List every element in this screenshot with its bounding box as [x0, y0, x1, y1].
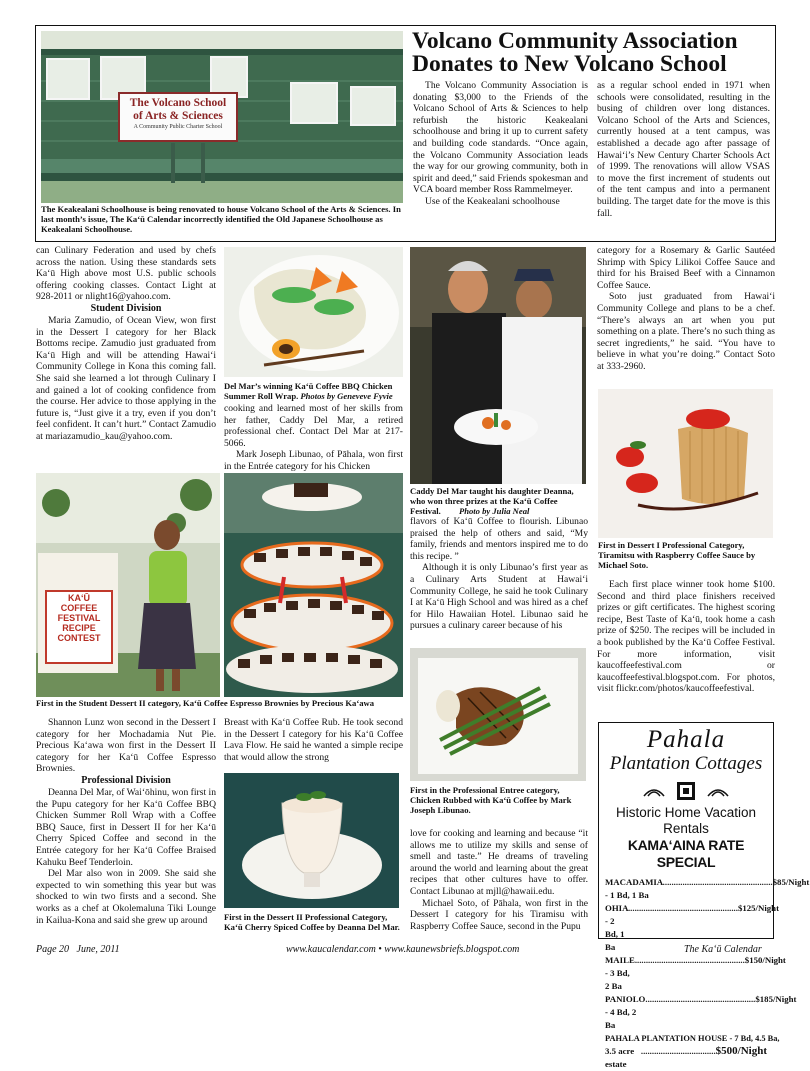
col1-para-3: Shannon Lunz won second in the Dessert I category for her Mochadamia Nut Pie. Precious Ka‘awa won first in the Dessert II category for her Ka‘ū Coffee Espresso Brownies. [36, 717, 216, 775]
poster-line-3: FESTIVAL [57, 613, 101, 623]
sign-line-2: of Arts & Sciences [133, 110, 223, 122]
school-sign [120, 93, 236, 141]
father-daughter-photo [410, 247, 586, 484]
col1-para-4: Deanna Del Mar, of Wai‘ōhinu, won first in the Pupu category for her Ka‘ū Coffee BBQ Chicken Summer Roll Wrap with a Coffee BBQ Sauce, first in Dessert II for her Ka‘ū Cherry Spiced Coffee and second in the Entrée category for her Ka‘ū Coffee Braised Kahuku Beef Tenderloin. [36, 786, 216, 868]
student-division-heading: Student Division [90, 302, 162, 314]
footer-publication: The Ka‘ū Calendar [684, 944, 762, 955]
col2-para-3: Breast with Ka‘ū Coffee Rub. He took second in the Dessert I category for his Ka‘ū Coffee Lava Flow. He said he wanted a simple recipe that would allow the strong [224, 717, 403, 763]
column-1-bottom [36, 717, 216, 926]
estate-leader: .................................. [640, 1046, 716, 1056]
col1-para-1: can Culinary Federation and used by chefs across the nation. Using these standards sets Ka‘ū High above most U.S. public schools offering cooking classes. Contact Light at 928-2011 or nlight16@yahoo.com. [36, 245, 216, 303]
summer-roll-photo [224, 247, 403, 377]
estate-price: $500/Night [715, 1045, 767, 1057]
col4-para-2: Soto just graduated from Hawai‘i Community College and plans to be a chef. “There’s always an art when you put something on a plate. There’s no such thing as secret ingredients,” he said. “You have to believe in what you’re doing.” Contact Soto at 333-2960. [597, 291, 775, 372]
col3-para-4: Michael Soto, of Pāhala, won first in the Dessert I category for his Tiramisu with Raspberry Coffee Sauce, second in the Pupu [410, 897, 588, 932]
col3-para-3: love for cooking and learning and because “it allows me to utilize my skills and sense of smell and taste.” He dreams of traveling around the world and learning about the great recipes that other cultures have to offer. Contact Libunao at mjll@hawaii.edu. [410, 828, 588, 897]
tiramisu-caption: First in Dessert I Professional Category, Tiramitsu with Raspberry Coffee Sauce by Michael Soto. [598, 540, 756, 571]
col2-para-2: Mark Joseph Libunao, of Pāhala, won first in the Entrée category for his Chicken [224, 449, 403, 472]
poster-line-2: COFFEE [60, 603, 98, 613]
col4-para-3: Each first place winner took home $100. Second and third place finishers received prizes or gift certificates. The highest scoring recipe, Best Taste of Ka‘ū, took home a cash prize of $250. The recipes will be included in a book published by the Ka‘ū Coffee Festival. For more information, visit kaucoffeefestival.com or kaucoffeefestival.blogspot.com. For photos, visit flickr.com/photos/kaucoffeefestival. [597, 579, 775, 695]
col4-para-1: category for a Rosemary & Garlic Sautéed Shrimp with Spicy Lilikoi Coffee Sauce and third for his Braised Beef with a Cinnamon Coffee Sauce. [597, 245, 775, 291]
ad-title-1: Pahala [646, 726, 726, 753]
page-headline: Volcano Community Association Donates to New Volcano School [412, 28, 738, 77]
contest-poster [47, 593, 111, 643]
rate-name: PANIOLO - 4 Bd, 2 Ba [605, 994, 646, 1030]
estate-line-2: 3.5 acre estate [605, 1046, 635, 1069]
chicken-entree-caption: First in the Professional Entree category, Chicken Rubbed with Ka‘ū Coffee by Mark Joseph Libunao. [410, 785, 572, 816]
student-photo-caption: First in the Student Dessert II category, Ka‘ū Coffee Espresso Brownies by Precious Ka‘awa [36, 698, 374, 708]
cherry-coffee-caption: First in the Dessert II Professional Category, Ka‘ū Cherry Spiced Coffee by Deanna Del Mar. [224, 912, 400, 933]
header-story-p1: The Volcano Community Association is donating $3,000 to the Friends of the Volcano School of Arts & Sciences to help refurbish the historic Keakealani schoolhouse and bring it up to current safety and building code standards. “Once again, the Volcano Community Association leads the way for our growing community, both in spirit and deed,” said Friends spokesman and VCA board member Ross Rammelmeyer. [413, 80, 588, 196]
column-3-text-b [410, 828, 588, 932]
cherry-coffee-photo [224, 773, 399, 908]
rate-row [605, 993, 797, 1032]
ad-subtitle: Historic Home Vacation Rentals [615, 805, 757, 836]
ad-emblem-row [605, 781, 767, 801]
schoolhouse-caption: The Keakealani Schoolhouse is being renovated to house Volcano School of the Arts & Sciences. In last month’s issue, The Ka‘ū Calendar incorrectly identified the Old Japanese Schoolhouse as Keakealani Schoolhouse. [41, 204, 401, 235]
col1-para-2: Maria Zamudio, of Ocean View, won first in the Dessert I category for her Black Bottoms recipe. Zamudio just graduated from Ka‘ū High and will be attending Hawai‘i Community College in Kona this coming fall. She said she learned a lot through Culinary I and gained a lot of cooking confidence from the course. Her advice to those applying in the future is, “Just give it a try, even if you don’t feel confident. It can’t hurt.” Contact Zamudio at mariazamudio_kau@yahoo.com. [36, 314, 216, 442]
rate-leader: .................................................. [634, 955, 745, 965]
rate-leader: .................................................. [645, 994, 756, 1004]
ornament-left-icon [642, 784, 666, 798]
rate-price: $125/Night [737, 903, 780, 913]
column-4-text-a [597, 245, 775, 373]
poster-line-4: RECIPE [62, 623, 96, 633]
column-1-top [36, 245, 216, 443]
poster-line-5: CONTEST [57, 633, 101, 643]
rate-price: $150/Night [744, 955, 786, 965]
sign-line-3: A Community Public Charter School [133, 124, 223, 130]
rate-price: $85/Night [772, 877, 810, 887]
header-story-p2: Use of the Keakealani schoolhouse [425, 195, 560, 207]
chicken-entree-photo [410, 648, 586, 781]
header-story-col-2 [597, 80, 770, 219]
rate-row [605, 876, 810, 902]
sign-line-1: The Volcano School [129, 97, 227, 109]
rate-leader: .................................................. [627, 903, 738, 913]
rate-name: MACADAMIA - 1 Bd, 1 Ba [605, 877, 663, 900]
column-2-text-b [224, 717, 403, 763]
column-2-text-a [224, 403, 403, 473]
father-daughter-credit: Photo by Julia Neal [458, 506, 530, 517]
summer-roll-caption-block [224, 381, 404, 401]
brownie-tower-photo [224, 473, 403, 697]
col3-para-1: flavors of Ka‘ū Coffee to flourish. Libunao praised the help of others and said, “My family, friends and mentors inspired me to do this recipe. ” [410, 516, 588, 562]
column-3-text-a [410, 516, 588, 632]
father-daughter-caption: Caddy Del Mar taught his daughter Deanna, who won three prizes at the Ka‘ū Coffee Festival. [410, 486, 574, 517]
rate-leader: .................................................. [662, 877, 773, 887]
tiramisu-photo [598, 389, 773, 538]
estate-line-1: PAHALA PLANTATION HOUSE - 7 Bd, 4.5 Ba, [605, 1034, 780, 1043]
col2-para-1: cooking and learned most of her skills from her father, Caddy Del Mar, a retired professional chef. Contact Del Mar at 217-5066. [224, 403, 403, 449]
rate-row [605, 954, 786, 993]
student-photo [36, 473, 220, 697]
ad-special: KAMA‘AINA RATE SPECIAL [627, 837, 745, 870]
professional-division-heading: Professional Division [81, 774, 171, 786]
rate-name: MAILE - 3 Bd, 2 Ba [605, 955, 635, 991]
header-story-p3: as a regular school ended in 1971 when schools were consolidated, resulting in the busing of children over long distances. Volcano School of the Arts and Sciences, currently housed at a tent campus, was established a decade ago after passage of Hawai‘i’s New Century Charter Schools Act of 1999. The renovations will allow VSAS to move the first increment of students out of the tent campus and into a permanent building. The target date for the move is this fall. [597, 80, 770, 219]
estate-line-2-row [605, 1045, 767, 1071]
col1-para-5: Del Mar also won in 2009. She said she expected to win something this year but was shocked to win two firsts and a second. She works as a chef at Okolemaluna Tiki Lounge in Kailua-Kona and said she grew up around [36, 868, 216, 926]
father-daughter-caption-block [410, 486, 588, 517]
rate-price: $185/Night [755, 994, 797, 1004]
column-4-text-b [597, 579, 775, 695]
ad-title-2: Plantation Cottages [609, 753, 763, 774]
footer-page-date: Page 20 June, 2011 [36, 944, 120, 955]
footer-websites: www.kaucalendar.com • www.kaunewsbriefs.blogspot.com [286, 944, 520, 955]
col3-para-2: Although it is only Libunao’s first year as a Culinary Arts Student at Hawai‘i Community College, he said he took Culinary I at Ka‘ū High School and was hired as a chef for Hilo Hawaiian Hotel. Libunao said he pursues a culinary career because of his [410, 562, 588, 632]
summer-roll-credit: Photos by Geneveve Fyvie [300, 391, 393, 402]
summer-roll-caption: Del Mar’s winning Ka‘ū Coffee BBQ Chicken Summer Roll Wrap. [224, 381, 393, 402]
rate-name: OHIA - 2 Bd, 1 Ba [605, 903, 628, 952]
poster-line-1: KA‘Ū [68, 593, 90, 603]
header-story-col-1 [413, 80, 588, 208]
ornament-right-icon [706, 784, 730, 798]
cottage-emblem-icon [676, 781, 696, 801]
